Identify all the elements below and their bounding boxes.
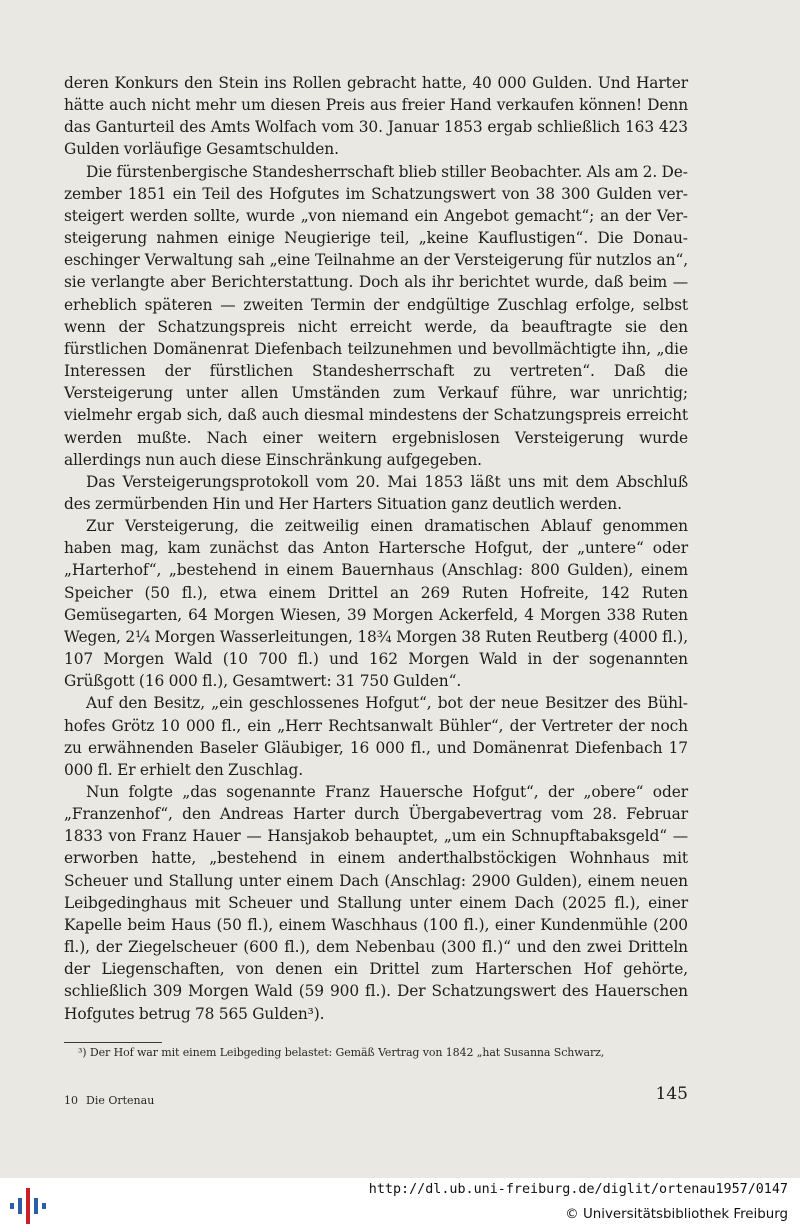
paragraph-6: Nun folgte „das sogenannte Franz Hauersche Hofgut“, der „obere“ oder „Franzenhof“, den Andreas Harter durch Übergabevertrag vom 28. Februar 1833 von Franz Hauer — Hansjakob behauptet, „um ein Schnupftabaksgeld“ — erworben hatte, „bestehend in einem anderthalbstöckigen Wohnhaus mit Scheuer und Stallung unter einem Dach (Anschlag: 2900 Gulden), einem neuen Leibgedinghaus mit Scheuer und Stallung unter einem Dach (2025 fl.), einer Kapelle beim Haus (50 fl.), einem Waschhaus (100 fl.), einer Kundenmühle (200 fl.), der Ziegelscheuer (600 fl.), dem Nebenbau (300 fl.)“ und den zwei Dritteln der Liegenschaften, von denen ein Drittel zum Harterschen Hof gehörte, schließlich 309 Morgen Wald (59 900 fl.). Der Schatzungswert des Hauerschen Hofgutes betrug 78 565 Gulden³). bbox=[64, 783, 688, 1023]
footnote: ³) Der Hof war mit einem Leibgeding belastet: Gemäß Vertrag von 1842 „hat Susanna Schwarz, bbox=[78, 1046, 605, 1059]
paragraph-2: Die fürstenbergische Standesherrschaft blieb stiller Beobachter. Als am 2. Dezember 1851 ein Teil des Hofgutes im Schatzungswert von 38 300 Gulden versteigert werden sollte, wurde „von niemand ein Angebot gemacht“; an der Versteigerung nahmen einige Neugierige teil, „keine Kauflustigen“. Die Donaueschinger Verwaltung sah „eine Teilnahme an der Versteigerung für nutzlos an“, sie verlangte aber Berichterstattung. Doch als ihr berichtet wurde, daß beim — erheblich späteren — zweiten Termin der endgültige Zuschlag erfolge, selbst wenn der Schatzungspreis nicht erreicht werde, da beauftragte sie den fürstlichen Domänenrat Diefenbach teilzunehmen und bevollmächtigte ihn, „die Interessen der fürstlichen Standesherrschaft zu vertreten“. Daß die Versteigerung unter allen Umständen zum Verkauf führe, war unrichtig; vielmehr ergab sich, daß auch diesmal mindestens der Schatzungspreis erreicht werden mußte. Nach einer weitern ergebnislosen Versteigerung wurde allerdings nun auch diese Einschränkung aufgegeben. bbox=[64, 162, 688, 469]
library-logo-icon bbox=[6, 1184, 50, 1228]
signature-number: 10 bbox=[64, 1094, 78, 1107]
signature-title: Die Ortenau bbox=[86, 1094, 155, 1107]
paragraph-4: Zur Versteigerung, die zeitweilig einen dramatischen Ablauf genommen haben mag, kam zunächst das Anton Hartersche Hofgut, der „untere“ oder „Harterhof“, „bestehend in einem Bauernhaus (Anschlag: 800 Gulden), einem Speicher (50 fl.), etwa einem Drittel an 269 Ruten Hofreite, 142 Ruten Gemüsegarten, 64 Morgen Wiesen, 39 Morgen Ackerfeld, 4 Morgen 338 Ruten Wegen, 2¼ Morgen Wasserleitungen, 18¾ Morgen 38 Ruten Reutberg (4000 fl.), 107 Morgen Wald (10 700 fl.) und 162 Morgen Wald in der sogenannten Grüßgott (16 000 fl.), Gesamtwert: 31 750 Gulden“. bbox=[64, 517, 688, 691]
copyright-notice: © Universitätsbibliothek Freiburg bbox=[565, 1207, 788, 1222]
library-bar bbox=[0, 1178, 800, 1232]
document-url-link[interactable]: http://dl.ub.uni-freiburg.de/diglit/ortenau1957/0147 bbox=[368, 1182, 788, 1197]
paragraph-3: Das Versteigerungsprotokoll vom 20. Mai 1853 läßt uns mit dem Abschluß des zermürbenden Hin und Her Harters Situation ganz deutlich werden. bbox=[64, 472, 688, 513]
footer-signature bbox=[64, 1094, 154, 1107]
paragraph-5: Auf den Besitz, „ein geschlossenes Hofgut“, bot der neue Besitzer des Bühlhofes Grötz 10 000 fl., ein „Herr Rechtsanwalt Bühler“, der Vertreter der noch zu erwähnenden Baseler Gläubiger, 16 000 fl., und Domänenrat Diefenbach 17 000 fl. Er erhielt den Zuschlag. bbox=[64, 694, 688, 779]
body-text bbox=[64, 72, 688, 1025]
paragraph-1: deren Konkurs den Stein ins Rollen gebracht hatte, 40 000 Gulden. Und Harter hätte auch nicht mehr um diesen Preis aus freier Hand verkaufen können! Denn das Ganturteil des Amts Wolfach vom 30. Januar 1853 ergab schließlich 163 423 Gulden vorläufige Gesamtschulden. bbox=[64, 74, 688, 159]
footnote-rule bbox=[64, 1042, 162, 1043]
page-number: 145 bbox=[655, 1084, 688, 1104]
